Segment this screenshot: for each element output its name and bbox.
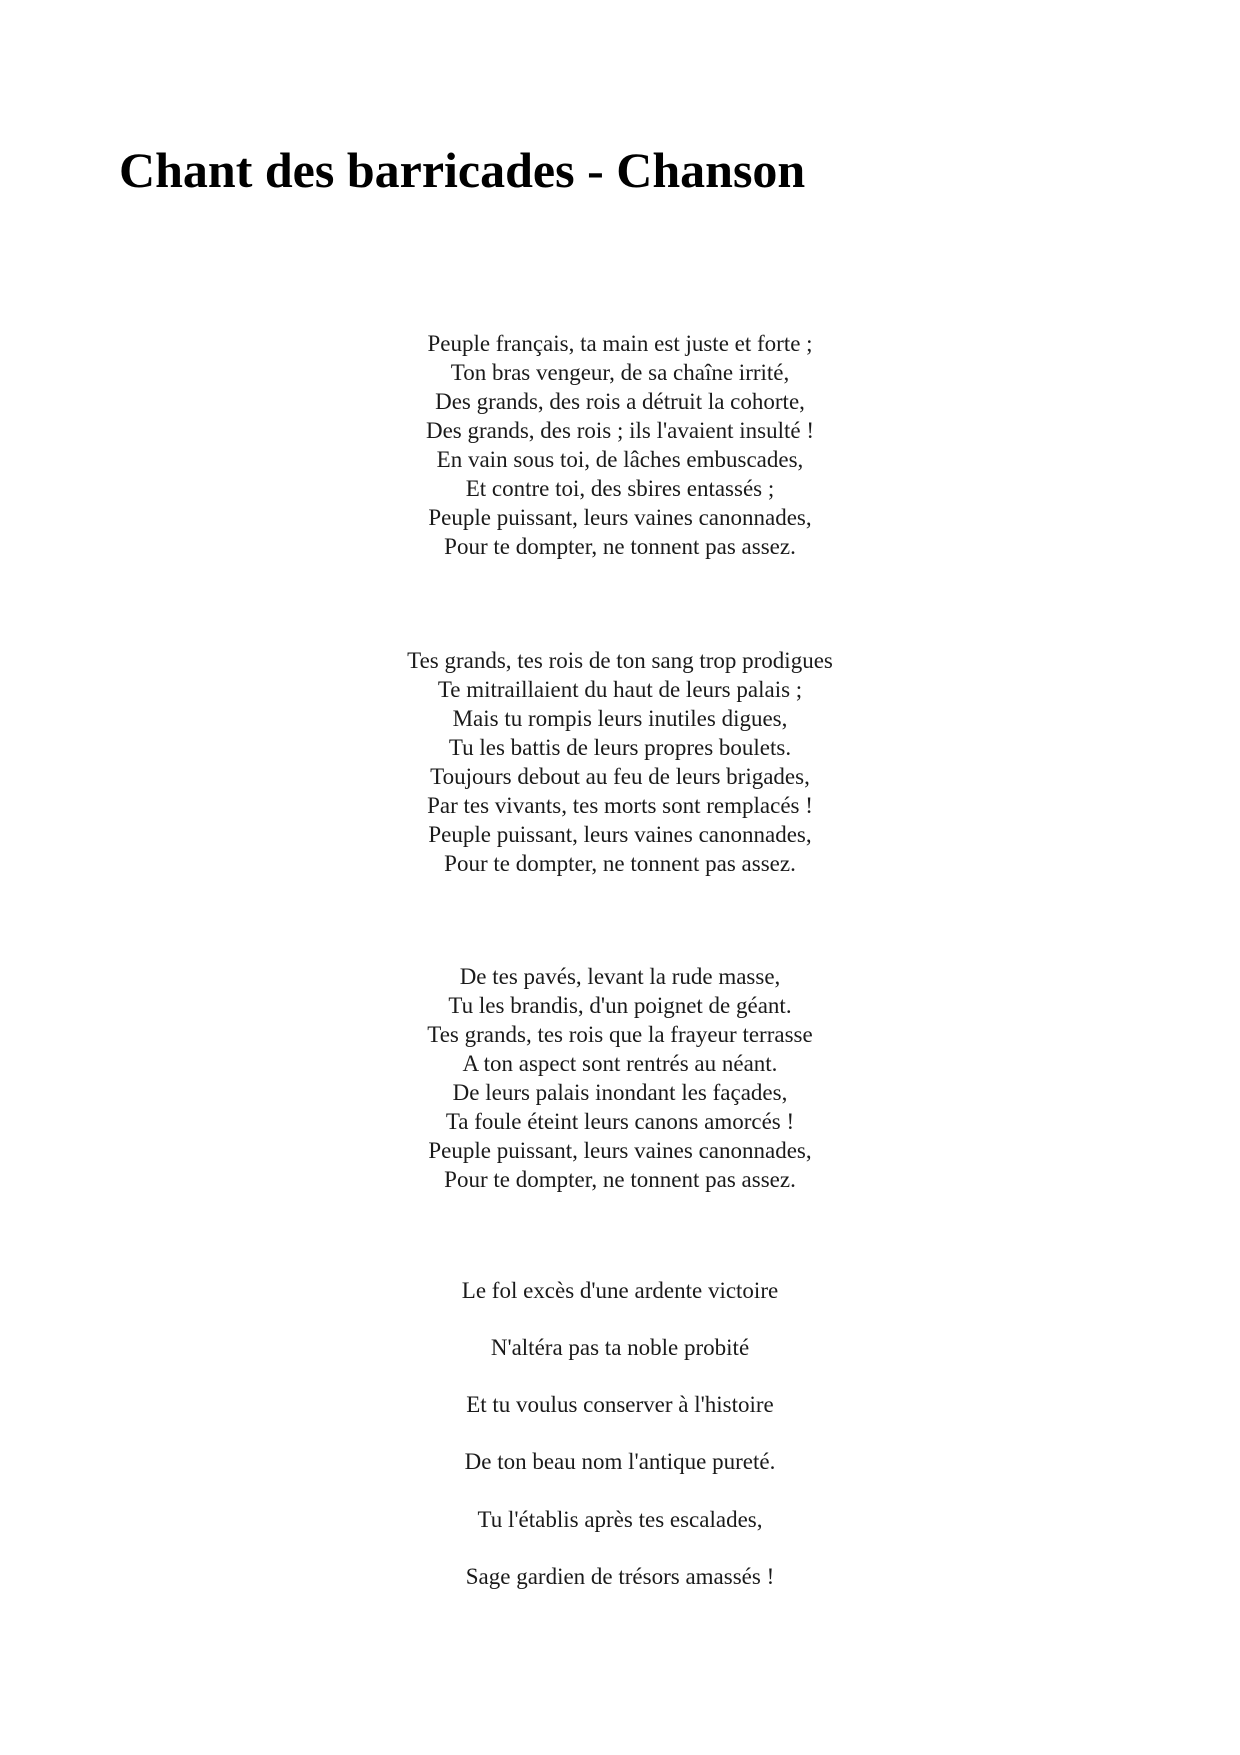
verse-line: Toujours debout au feu de leurs brigades, [430,764,810,789]
verse-line: Ton bras vengeur, de sa chaîne irrité, [450,360,790,385]
verse-line: De tes pavés, levant la rude masse, [459,964,781,989]
verse-line: Et contre toi, des sbires entassés ; [465,476,775,501]
verse-line: Tu l'établis après tes escalades, [477,1507,763,1532]
verse-line: Ta foule éteint leurs canons amorcés ! [445,1109,795,1134]
verse-line: Te mitraillaient du haut de leurs palais ; [437,677,803,702]
refrain-line: Peuple puissant, leurs vaines canonnades, [428,505,812,530]
verse-line: En vain sous toi, de lâches embuscades, [436,447,804,472]
stanza-1 [380,329,860,561]
verse-line: Tu les battis de leurs propres boulets. [448,735,792,760]
verse-line: Tes grands, tes rois de ton sang trop prodigues [407,648,833,673]
stanza-2 [380,646,860,878]
verse-line: Des grands, des rois ; ils l'avaient insulté ! [425,418,815,443]
stanza-3 [380,962,860,1194]
verse-line: A ton aspect sont rentrés au néant. [462,1051,778,1076]
refrain-line: Pour te dompter, ne tonnent pas assez. [444,851,796,876]
refrain-line: Pour te dompter, ne tonnent pas assez. [444,534,796,559]
verse-line: De leurs palais inondant les façades, [452,1080,788,1105]
page-title: Chant des barricades - Chanson [119,142,806,198]
verse-line: Peuple français, ta main est juste et forte ; [427,331,813,356]
verse-line: Par tes vivants, tes morts sont remplacés ! [427,793,813,818]
verse-line: Des grands, des rois a détruit la cohorte, [435,389,805,414]
verse-line: De ton beau nom l'antique pureté. [464,1449,776,1474]
verse-line: Le fol excès d'une ardente victoire [461,1278,779,1303]
verse-line: Et tu voulus conserver à l'histoire [466,1392,774,1417]
verse-line: Sage gardien de trésors amassés ! [465,1564,775,1589]
verse-line: Tu les brandis, d'un poignet de géant. [448,993,792,1018]
refrain-line: Peuple puissant, leurs vaines canonnades, [428,1138,812,1163]
verse-line: N'altéra pas ta noble probité [490,1335,750,1360]
refrain-line: Pour te dompter, ne tonnent pas assez. [444,1167,796,1192]
verse-line: Mais tu rompis leurs inutiles digues, [452,706,788,731]
refrain-line: Peuple puissant, leurs vaines canonnades, [428,822,812,847]
verse-line: Tes grands, tes rois que la frayeur terrasse [427,1022,813,1047]
